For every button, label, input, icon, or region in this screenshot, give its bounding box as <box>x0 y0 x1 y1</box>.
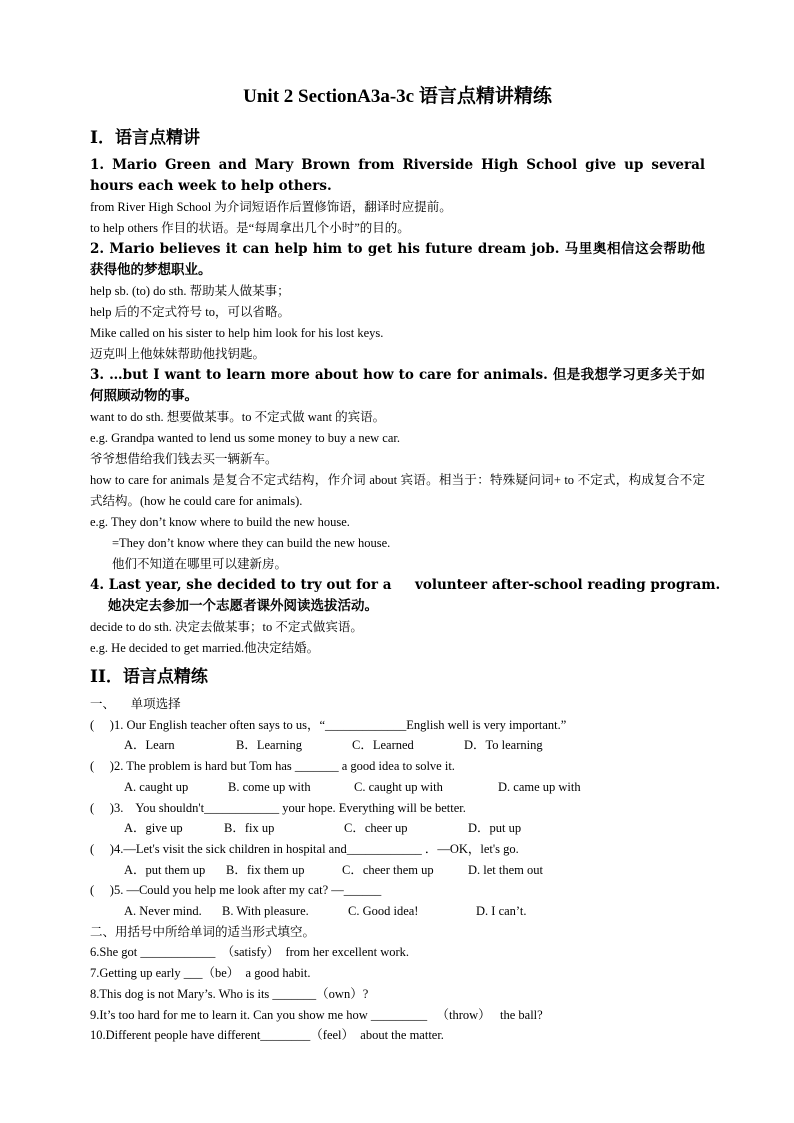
option: C．Learned <box>352 738 414 753</box>
point-3-note: how to care for animals 是复合不定式结构，作介词 about 宾语。相当于：特殊疑问词+ to 不定式，构成复合不定式结构。(how he could care for animals). <box>90 473 705 508</box>
option: B．fix them up <box>226 862 305 877</box>
option: B．Learning <box>236 738 302 753</box>
fill-blank-item: 6.She got ____________ （satisfy） from her excellent work. <box>90 945 410 960</box>
point-4-sentence: 4. Last year, she decided to try out for a volunteer after-school reading program. <box>90 577 721 593</box>
point-2-note: help 后的不定式符号 to，可以省略。 <box>90 305 290 319</box>
point-3-sentence: 3. …but I want to learn more about how to care for animals. 但是我想学习更多关于如何照顾动物的事。 <box>90 367 705 404</box>
point-4-translation: 她决定去参加一个志愿者课外阅读选拔活动。 <box>108 598 378 614</box>
options-row <box>90 901 705 922</box>
point-2-translation: 迈克叫上他妹妹帮助他找钥匙。 <box>90 347 266 361</box>
option: D. came up with <box>498 779 581 794</box>
point-4-note: decide to do sth. 决定去做某事；to 不定式做宾语。 <box>90 620 363 634</box>
point-2-note: help sb. (to) do sth. 帮助某人做某事； <box>90 284 290 298</box>
option: D．put up <box>468 821 522 836</box>
options-row <box>90 777 705 798</box>
point-1-sentence: 1. Mario Green and Mary Brown from Riverside High School give up several hours each week to help others. <box>90 157 705 194</box>
option: A. Never mind. <box>124 904 202 919</box>
section-heading-1: I．语言点精讲 <box>90 128 200 148</box>
question: ( )3. You shouldn't____________ your hope. Everything will be better. <box>90 800 466 815</box>
worksheet-page <box>90 82 721 1046</box>
point-2-example: Mike called on his sister to help him look for his lost keys. <box>90 326 384 340</box>
option: C. Good idea! <box>348 904 419 919</box>
question: ( )2. The problem is hard but Tom has _______ a good idea to solve it. <box>90 759 455 774</box>
part-heading: 一、 单项选择 <box>90 697 181 711</box>
options-row <box>90 860 705 881</box>
option: B. come up with <box>228 779 311 794</box>
option: A. caught up <box>124 779 189 794</box>
point-3-example: =They don’t know where they can build the new house. <box>112 536 391 550</box>
fill-blank-item: 9.It’s too hard for me to learn it. Can you show me how _________ （throw） the ball? <box>90 1007 543 1022</box>
question: ( )4.—Let's visit the sick children in hospital and____________ ．—OK，let's go. <box>90 841 519 856</box>
fill-blank-item: 7.Getting up early ___（be） a good habit. <box>90 966 311 981</box>
point-1-note: from River High School 为介词短语作后置修饰语，翻译时应提前。 <box>90 200 452 214</box>
option: A．give up <box>124 821 183 836</box>
options-row <box>90 818 705 839</box>
section-heading-2: II．语言点精练 <box>90 667 208 687</box>
point-4-example: e.g. He decided to get married.他决定结婚。 <box>90 641 320 655</box>
option: D．To learning <box>464 738 543 753</box>
point-3-example: e.g. They don’t know where to build the new house. <box>90 515 350 529</box>
options-row <box>90 735 705 756</box>
option: C．cheer up <box>344 821 408 836</box>
option: D. I can’t. <box>476 904 527 919</box>
point-3-translation: 他们不知道在哪里可以建新房。 <box>112 557 288 571</box>
option: C．cheer them up <box>342 862 434 877</box>
option: A．Learn <box>124 738 175 753</box>
option: D. let them out <box>468 862 543 877</box>
fill-blank-item: 10.Different people have different________（feel） about the matter. <box>90 1028 444 1043</box>
point-2-sentence: 2. Mario believes it can help him to get his future dream job. 马里奥相信这会帮助他获得他的梦想职业。 <box>90 241 705 278</box>
point-3-translation: 爷爷想借给我们钱去买一辆新车。 <box>90 452 278 466</box>
option: C. caught up with <box>354 779 443 794</box>
fill-blank-item: 8.This dog is not Mary’s. Who is its _______（own）? <box>90 986 369 1001</box>
option: A．put them up <box>124 862 206 877</box>
point-3-note: want to do sth. 想要做某事。to 不定式做 want 的宾语。 <box>90 410 386 424</box>
part-heading: 二、用括号中所给单词的适当形式填空。 <box>90 924 316 939</box>
question: ( )1. Our English teacher often says to us，“_____________English well is very important.” <box>90 717 567 732</box>
point-1-note: to help others 作目的状语。是“每周拿出几个小时”的目的。 <box>90 221 410 235</box>
page-title: Unit 2 SectionA3a-3c 语言点精讲精练 <box>243 86 552 107</box>
question: ( )5. —Could you help me look after my cat? —______ <box>90 883 382 898</box>
option: B．fix up <box>224 821 275 836</box>
option: B. With pleasure. <box>222 904 309 919</box>
point-3-example: e.g. Grandpa wanted to lend us some money to buy a new car. <box>90 431 400 445</box>
